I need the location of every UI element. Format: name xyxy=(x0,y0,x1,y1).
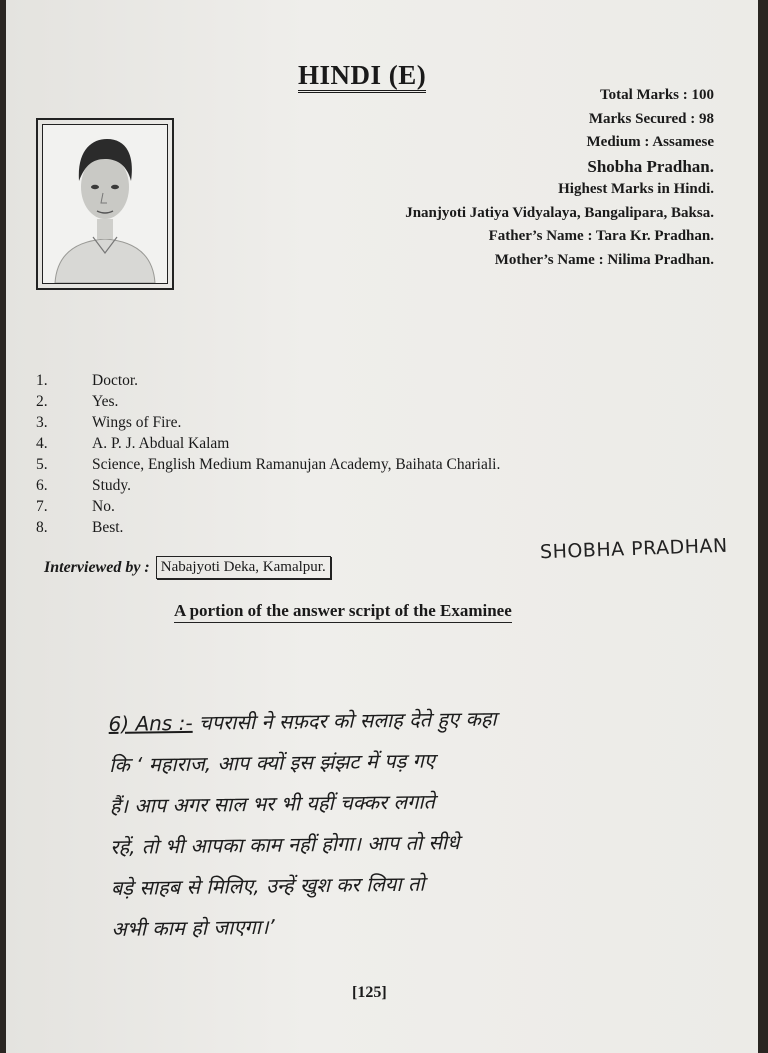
answer-text: चपरासी ने सफ़दर को सलाह देते हुए कहा xyxy=(198,706,497,735)
answer-line: अभी काम हो जाएगा।’ xyxy=(111,914,275,941)
page-title: HINDI (E) xyxy=(298,60,426,93)
item-number: 1. xyxy=(36,372,48,389)
handwritten-answer xyxy=(108,696,681,950)
mother-name: Mother’s Name : Nilima Pradhan. xyxy=(494,251,714,268)
list-item xyxy=(36,454,500,475)
father-name: Father’s Name : Tara Kr. Pradhan. xyxy=(488,228,714,244)
medium: Medium : Assamese xyxy=(586,134,714,150)
school-name: Jnanjyoti Jatiya Vidyalaya, Bangalipara, Baksa. xyxy=(405,204,714,221)
item-number: 3. xyxy=(36,414,48,431)
item-text: A. P. J. Abdual Kalam xyxy=(92,435,230,452)
interview-answers xyxy=(36,370,500,538)
item-number: 7. xyxy=(36,498,48,515)
marks-secured: Marks Secured : 98 xyxy=(588,110,714,127)
answer-line: बड़े साहब से मिलिए, उन्हें खुश कर लिया तो xyxy=(110,871,425,900)
list-item xyxy=(36,370,500,391)
answer-line: रहें, तो भी आपका काम नहीं होगा। आप तो सीधे xyxy=(110,830,460,859)
interviewed-by xyxy=(44,556,331,579)
list-item xyxy=(36,391,500,412)
item-number: 6. xyxy=(36,477,48,494)
answer-line: हैं। आप अगर साल भर भी यहीं चक्कर लगाते xyxy=(109,789,436,818)
list-item xyxy=(36,475,500,496)
answer-prefix: 6) Ans :- xyxy=(108,710,193,736)
interviewer-name: Nabajyoti Deka, Kamalpur. xyxy=(156,556,331,579)
page-number: [125] xyxy=(352,984,387,1001)
document-page xyxy=(6,0,758,1053)
total-marks: Total Marks : 100 xyxy=(599,87,714,103)
item-text: Best. xyxy=(92,519,124,536)
highest-marks-note: Highest Marks in Hindi. xyxy=(558,181,714,197)
portrait-image xyxy=(43,125,167,283)
item-text: Study. xyxy=(92,477,132,494)
list-item xyxy=(36,412,500,433)
student-signature: SHOBHA PRADHAN xyxy=(539,534,729,564)
student-photo-frame xyxy=(36,118,174,290)
item-number: 5. xyxy=(36,456,48,473)
student-photo xyxy=(42,124,168,284)
list-item xyxy=(36,433,500,454)
item-number: 4. xyxy=(36,435,48,452)
item-text: Doctor. xyxy=(92,372,139,389)
item-text: No. xyxy=(92,498,115,515)
item-number: 2. xyxy=(36,393,48,410)
item-text: Wings of Fire. xyxy=(92,414,182,431)
list-item xyxy=(36,517,500,538)
item-text: Science, English Medium Ramanujan Academy, Baihata Chariali. xyxy=(92,456,501,473)
student-name: Shobha Pradhan. xyxy=(587,156,714,176)
interviewed-by-label: Interviewed by : xyxy=(44,558,150,576)
answer-line: कि ‘ महाराज, आप क्यों इस झंझट में पड़ गए xyxy=(108,748,436,777)
item-text: Yes. xyxy=(92,393,119,410)
student-info xyxy=(405,84,714,272)
answer-script-heading: A portion of the answer script of the Examinee xyxy=(174,600,512,623)
item-number: 8. xyxy=(36,519,48,536)
list-item xyxy=(36,496,500,517)
